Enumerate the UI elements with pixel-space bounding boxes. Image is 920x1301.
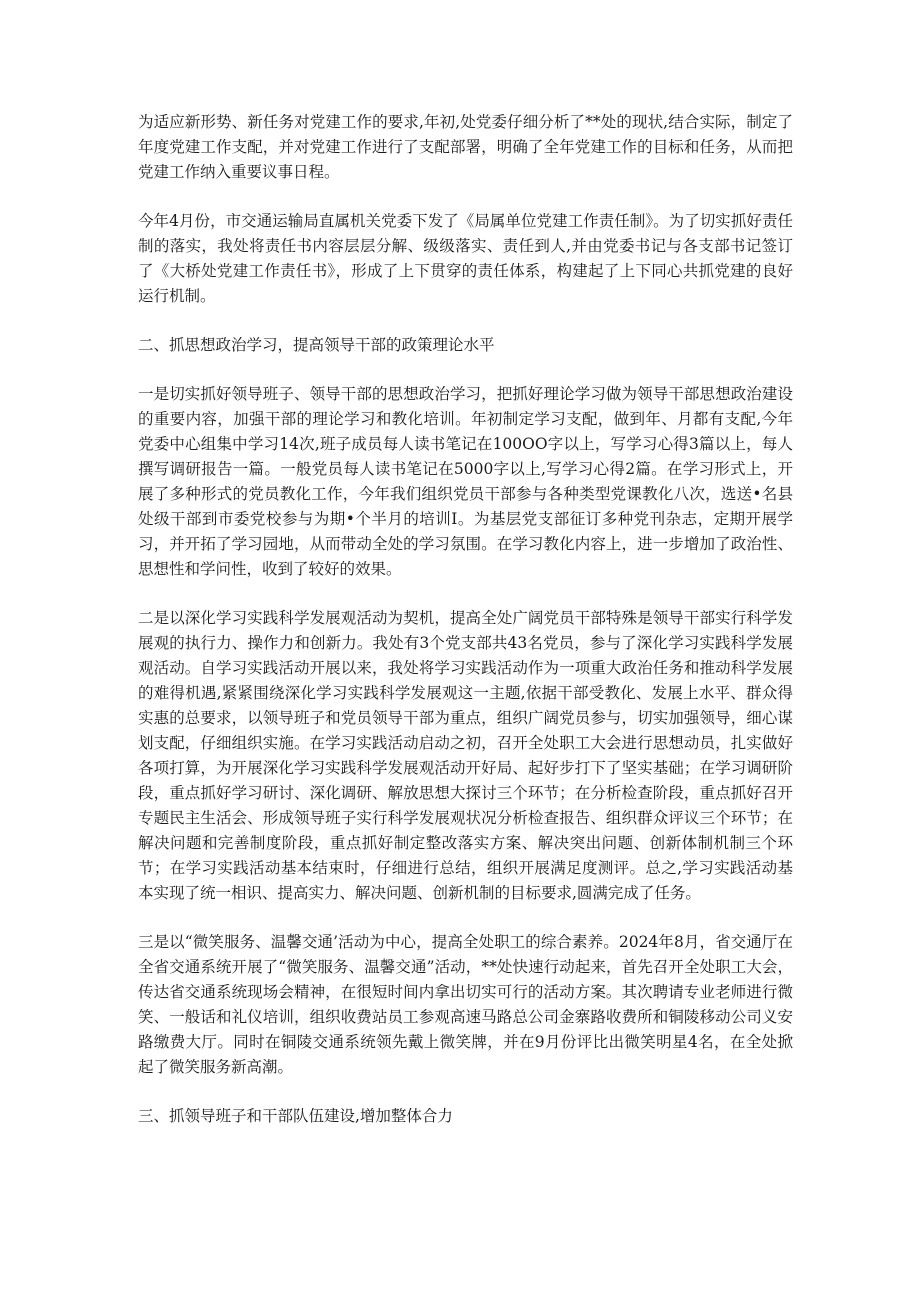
paragraph-scientific-development: 二是以深化学习实践科学发展观活动为契机，提高全处广阔党员干部特殊是领导干部实行科学发展观的执行力、操作力和创新力。我处有3个党支部共43名党员，参与了深化学习实践科学发展观活动。自学习实践活动开展以来，我处将学习实践活动作为一项重大政治任务和推动科学发展的难得机遇,紧紧围绕深化学习实践科学发展观这一主题,依据干部受教化、发展上水平、群众得实惠的总要求，以领导班子和党员领导干部为重点，组织广阔党员参与，切实加强领导，细心谋划支配，仔细组织实施。在学习实践活动启动之初，召开全处职工大会进行思想动员，扎实做好各项打算，为开展深化学习实践科学发展观活动开好局、起好步打下了坚实基础；在学习调研阶段，重点抓好学习研讨、深化调研、解放思想大探讨三个环节；在分析检查阶段，重点抓好召开专题民主生活会、形成领导班子实行科学发展观状况分析检查报告、组织群众评议三个环节；在解决问题和完善制度阶段，重点抓好制定整改落实方案、解决突出问题、创新体制机制三个环节；在学习实践活动基本结束时，仔细进行总结，组织开展满足度测评。总之,学习实践活动基本实现了统一相识、提高实力、解决问题、创新机制的目标要求,圆满完成了任务。 — [138, 609, 793, 902]
section-heading-political-study: 二、抓思想政治学习，提高领导干部的政策理论水平 — [138, 336, 495, 354]
section-heading-team-building: 三、抓领导班子和干部队伍建设,增加整体合力 — [138, 1107, 453, 1125]
paragraph-party-work-plan: 为适应新形势、新任务对党建工作的要求,年初,处党委仔细分析了**处的现状,结合实际，制定了年度党建工作支配，并对党建工作进行了支配部署，明确了全年党建工作的目标和任务，从而把党建工作纳入重要议事日程。 — [138, 113, 793, 181]
paragraph-smile-service: 三是以“微笑服务、温馨交通’活动为中心，提高全处职工的综合素养。2024年8月，省交通厅在全省交通系统开展了“微笑服务、温馨交通”活动，**处快速行动起来，首先召开全处职工大会，传达省交通系统现场会精神，在很短时间内拿出切实可行的活动方案。其次聘请专业老师进行微笑、一般话和礼仪培训，组织收费站员工参观高速马路总公司金寨路收费所和铜陵移动公司义安路缴费大厅。同时在铜陵交通系统领先戴上微笑牌，并在9月份评比出微笑明星4名，在全处掀起了微笑服务新高潮。 — [138, 933, 793, 1076]
paragraph-responsibility-system: 今年4月份，市交通运输局直属机关党委下发了《局属单位党建工作责任制》。为了切实抓好责任制的落实，我处将责任书内容层层分解、级级落实、责任到人,并由党委书记与各支部书记签订了《大桥处党建工作责任书》，形成了上下贯穿的责任体系，构建起了上下同心共抓党建的良好运行机制。 — [138, 212, 793, 305]
document-page — [138, 110, 793, 1153]
paragraph-leadership-study: 一是切实抓好领导班子、领导干部的思想政治学习，把抓好理论学习做为领导干部思想政治建设的重要内容，加强干部的理论学习和教化培训。年初制定学习支配，做到年、月都有支配,今年党委中心组集中学习14次,班子成员每人读书笔记在100OO字以上，写学习心得3篇以上，每人撰写调研报告一篇。一般党员每人读书笔记在5000字以上,写学习心得2篇。在学习形式上，开展了多种形式的党员教化工作，今年我们组织党员干部参与各种类型党课教化八次，选送•名县处级干部到市委党校参与为期•个半月的培训I。为基层党支部征订多种党刊杂志，定期开展学习，并开拓了学习园地，从而带动全处的学习氛围。在学习教化内容上，进一步增加了政治性、思想性和学问性，收到了较好的效果。 — [138, 385, 793, 578]
